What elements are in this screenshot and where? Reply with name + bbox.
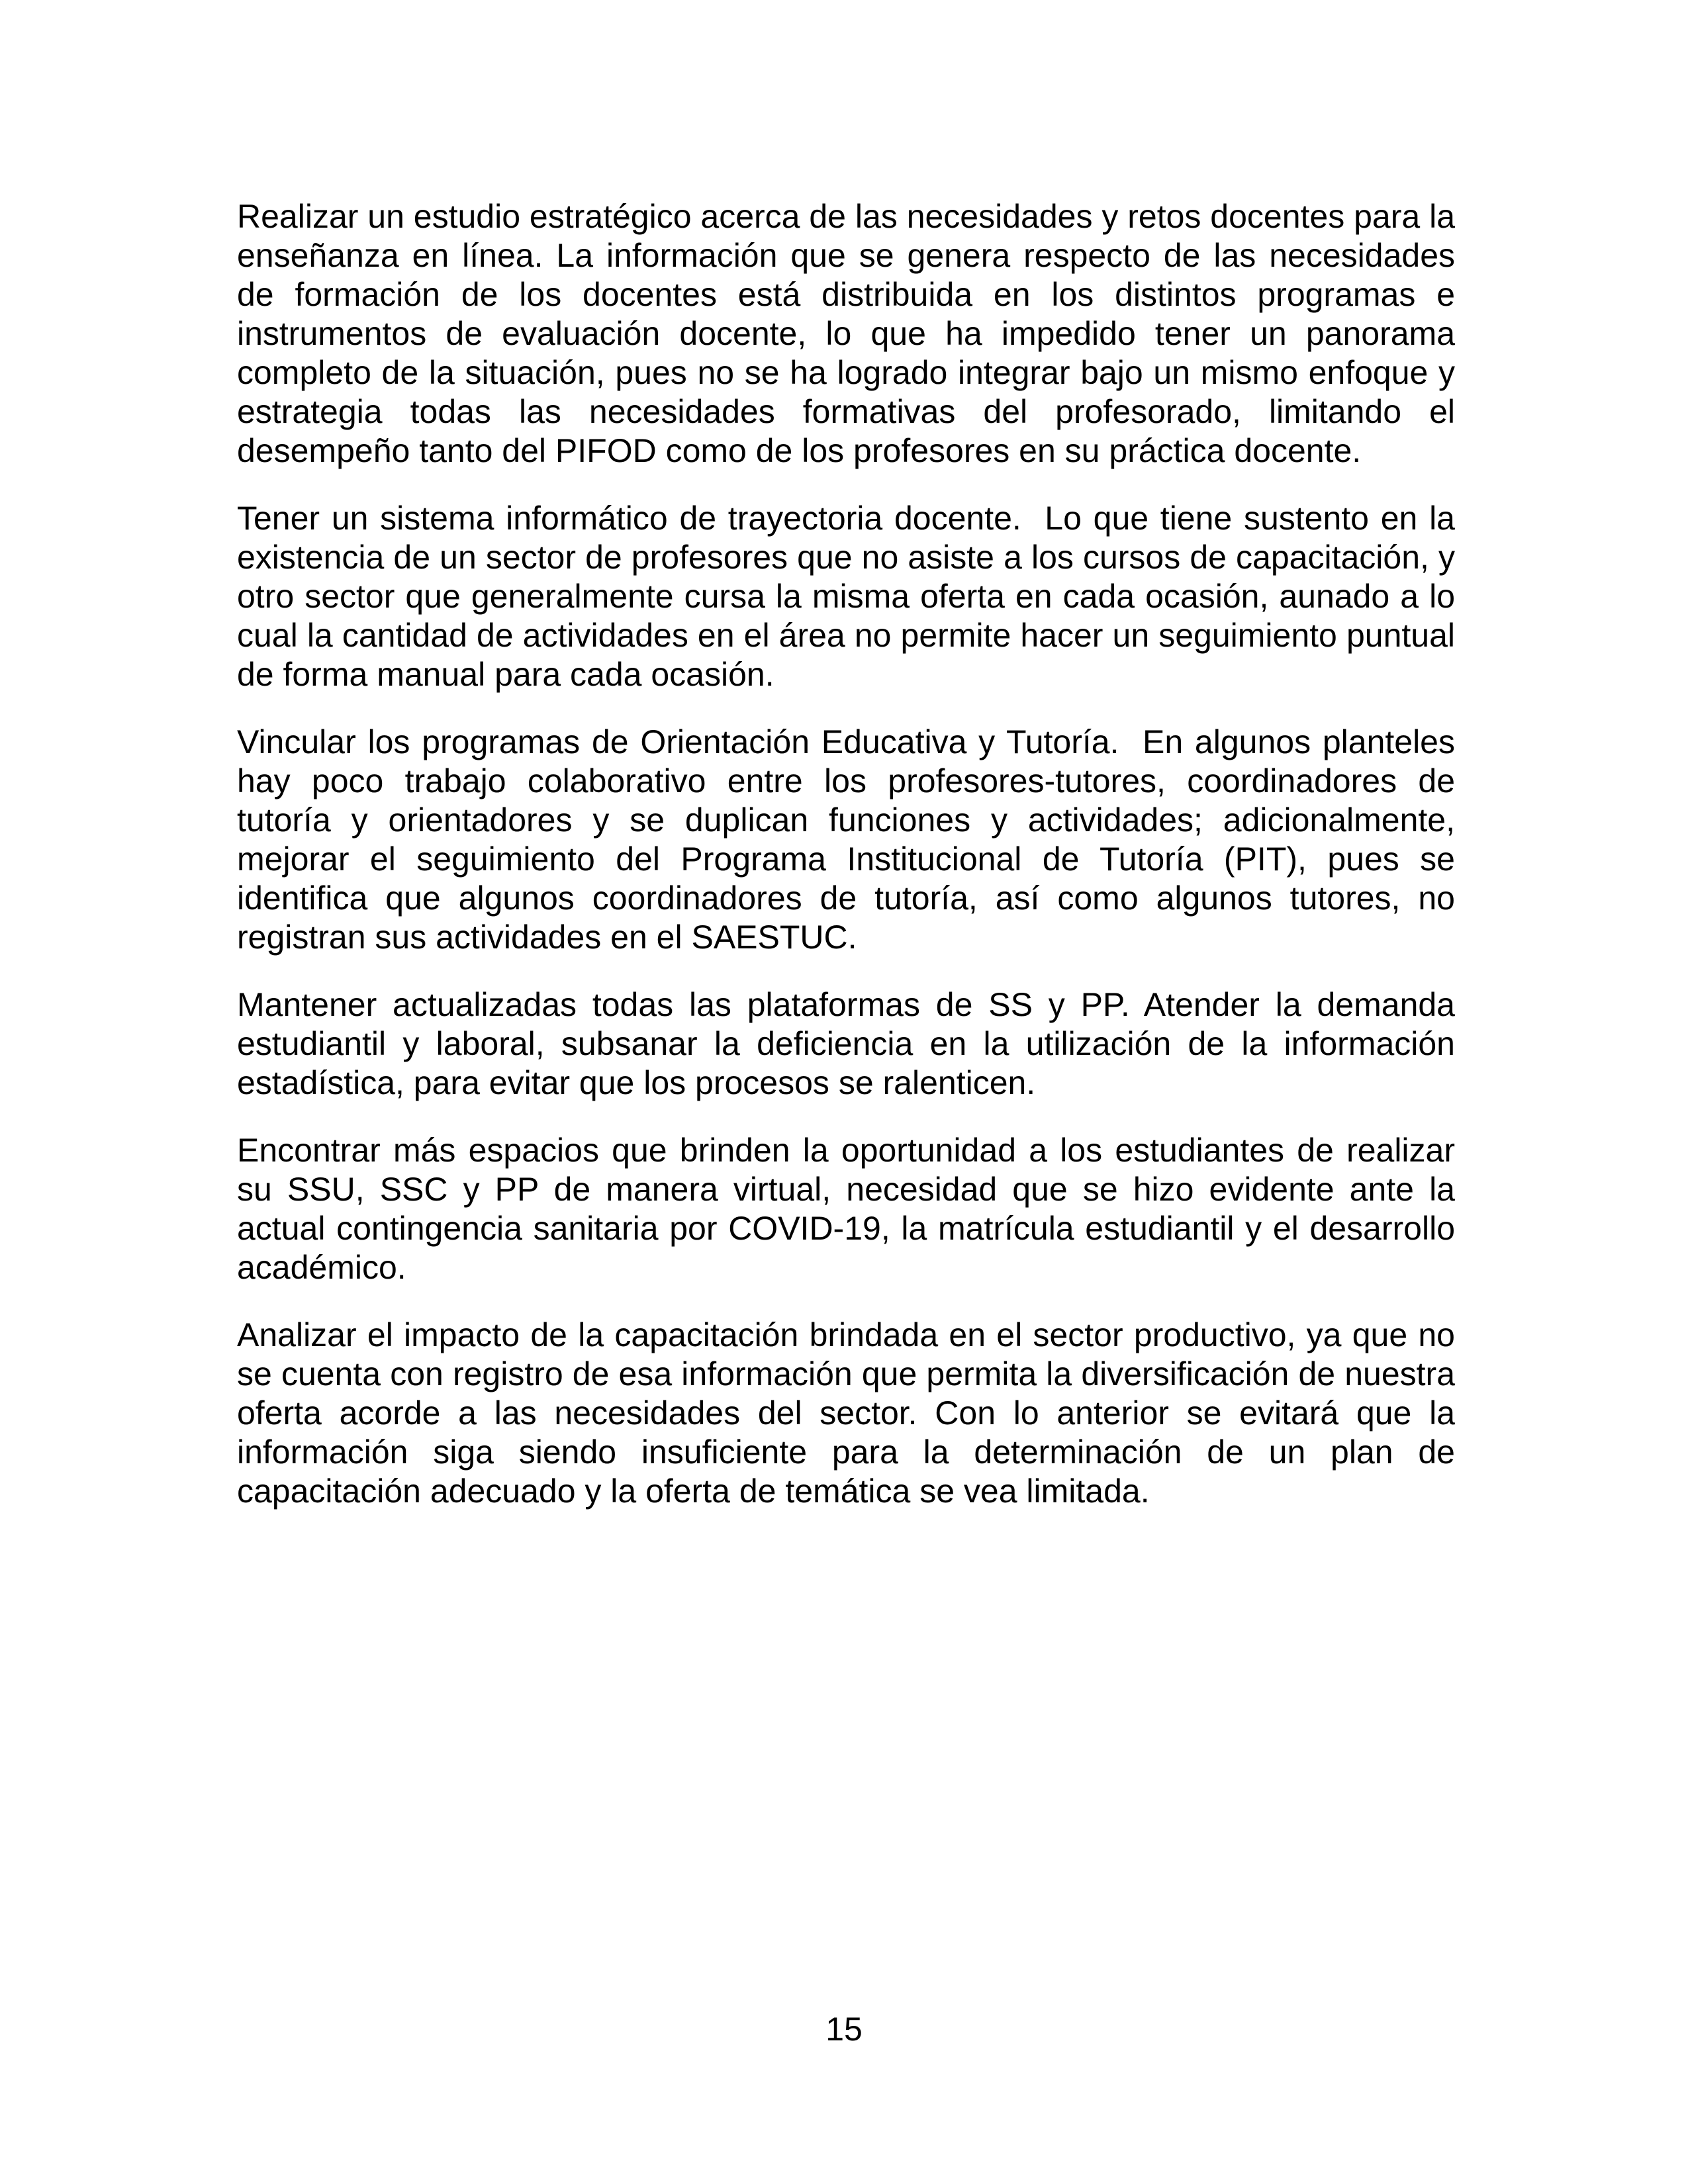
paragraph: Vincular los programas de Orientación Educativa y Tutoría. En algunos planteles hay poco trabajo colaborativo entre los profesores-tutores, coordinadores de tutoría y orientadores y se duplican funciones y actividades; adicionalmente, mejorar el seguimiento del Programa Institucional de Tutoría (PIT), pues se identifica que algunos coordinadores de tutoría, así como algunos tutores, no registran sus actividades en el SAESTUC.	[237, 723, 1455, 956]
paragraph: Tener un sistema informático de trayectoria docente. Lo que tiene sustento en la existencia de un sector de profesores que no asiste a los cursos de capacitación, y otro sector que generalmente cursa la misma oferta en cada ocasión, aunado a lo cual la cantidad de actividades en el área no permite hacer un seguimiento puntual de forma manual para cada ocasión.	[237, 500, 1455, 693]
paragraph: Mantener actualizadas todas las plataformas de SS y PP. Atender la demanda estudiantil y laboral, subsanar la deficiencia en la utilización de la información estadística, para evitar que los procesos se ralenticen.	[237, 986, 1455, 1101]
paragraph: Encontrar más espacios que brinden la oportunidad a los estudiantes de realizar su SSU, SSC y PP de manera virtual, necesidad que se hizo evidente ante la actual contingencia sanitaria por COVID-19, la matrícula estudiantil y el desarrollo académico.	[237, 1132, 1455, 1286]
paragraph: Realizar un estudio estratégico acerca de las necesidades y retos docentes para la enseñanza en línea. La información que se genera respecto de las necesidades de formación de los docentes está distribuida en los distintos programas e instrumentos de evaluación docente, lo que ha impedido tener un panorama completo de la situación, pues no se ha logrado integrar bajo un mismo enfoque y estrategia todas las necesidades formativas del profesorado, limitando el desempeño tanto del PIFOD como de los profesores en su práctica docente.	[237, 198, 1455, 469]
paragraph: Analizar el impacto de la capacitación brindada en el sector productivo, ya que no se cuenta con registro de esa información que permita la diversificación de nuestra oferta acorde a las necesidades del sector. Con lo anterior se evitará que la información siga siendo insuficiente para la determinación de un plan de capacitación adecuado y la oferta de temática se vea limitada.	[237, 1316, 1455, 1510]
body-text	[237, 197, 1455, 1539]
page-number: 15	[825, 2011, 863, 2048]
